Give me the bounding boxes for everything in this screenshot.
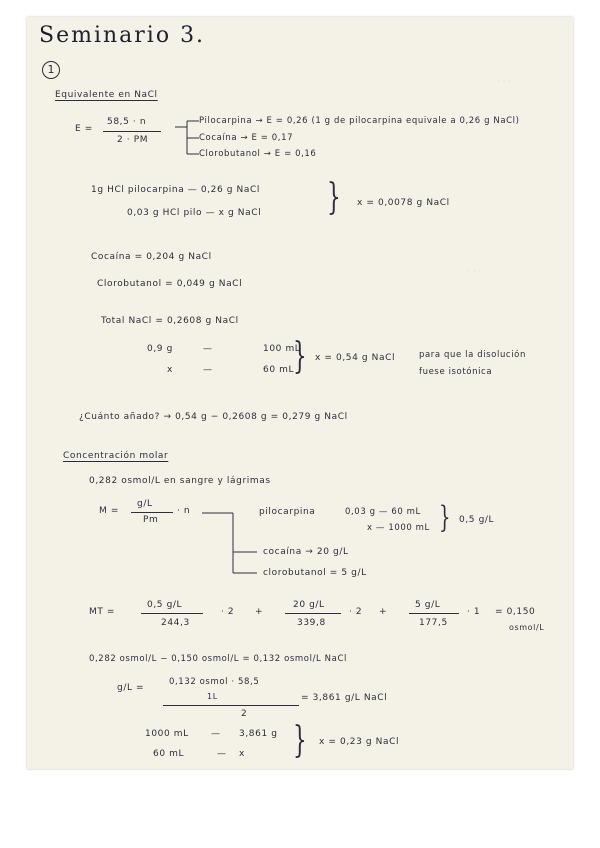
rule1-line-b: 0,03 g HCl pilo — x g NaCl	[127, 208, 262, 218]
gl-lhs: g/L =	[117, 683, 145, 693]
mt-term3-den: 177,5	[419, 618, 448, 628]
mt-term3-num: 5 g/L	[415, 600, 441, 610]
osmolarity-intro: 0,282 osmol/L en sangre y lágrimas	[89, 476, 271, 486]
final-b-left: 60 mL	[153, 749, 185, 759]
pilo-rule-b: x — 1000 mL	[367, 523, 430, 533]
rule1-result: x = 0,0078 g NaCl	[357, 198, 450, 208]
final-dash: —	[211, 729, 221, 739]
gl-result: = 3,861 g/L NaCl	[301, 693, 388, 703]
mt-result: = 0,150	[495, 607, 536, 617]
nacl-added: ¿Cuánto añado? → 0,54 g − 0,2608 g = 0,279 g NaCl	[79, 412, 348, 422]
section-heading-equivalente: Equivalente en NaCl	[55, 90, 158, 100]
final-b-right: x	[239, 749, 245, 759]
fraction-bar	[163, 705, 299, 706]
fraction-bar	[131, 512, 173, 513]
clorobutanol-concentration: clorobutanol = 5 g/L	[263, 568, 367, 578]
rule2-a-left: 0,9 g	[147, 344, 173, 354]
mt-term3-mul: · 1	[467, 607, 481, 617]
final-a-left: 1000 mL	[145, 729, 189, 739]
pilo-result: 0,5 g/L	[459, 515, 495, 525]
formula-m-numerator: g/L	[137, 499, 153, 509]
osmolarity-difference: 0,282 osmol/L − 0,150 osmol/L = 0,132 osmol/L NaCl	[89, 654, 347, 664]
mt-term2-den: 339,8	[297, 618, 326, 628]
formula-e-lhs: E =	[75, 124, 93, 134]
fraction-bar	[141, 613, 203, 614]
branch-cocaina: Cocaína → E = 0,17	[199, 133, 294, 143]
rule2-dash: —	[203, 365, 213, 375]
fraction-bar	[285, 613, 341, 614]
formula-m-lhs: M =	[99, 506, 119, 516]
exercise-number: 1	[42, 61, 60, 79]
bleed-through-mark: · · ·	[467, 267, 482, 277]
rule2-dash: —	[203, 344, 213, 354]
section-heading-concentracion: Concentración molar	[63, 451, 169, 461]
formula-e-denominator: 2 · PM	[117, 135, 149, 145]
pilocarpina-label: pilocarpina	[259, 507, 316, 517]
closing-brace: }	[293, 336, 307, 377]
final-dash: —	[217, 749, 227, 759]
mt-plus-2: +	[379, 607, 388, 617]
mt-term1-mul: · 2	[221, 607, 235, 617]
gl-numerator: 0,132 osmol · 58,5	[169, 677, 260, 687]
mt-plus-1: +	[255, 607, 264, 617]
closing-brace: }	[439, 500, 451, 535]
gl-numerator-sub: 1L	[207, 692, 218, 701]
final-a-right: 3,861 g	[239, 729, 278, 739]
mt-term2-mul: · 2	[349, 607, 363, 617]
pilo-rule-a: 0,03 g — 60 mL	[345, 507, 421, 517]
cocaina-concentration: cocaína → 20 g/L	[263, 547, 349, 557]
gl-denominator: 2	[241, 709, 248, 719]
bleed-through-mark: · · ·	[497, 77, 512, 87]
rule2-b-right: 60 mL	[263, 365, 295, 375]
mt-unit: osmol/L	[509, 623, 545, 632]
fraction-bar	[409, 613, 459, 614]
mt-term2-num: 20 g/L	[293, 600, 325, 610]
final-result: x = 0,23 g NaCl	[319, 737, 400, 747]
mt-lhs: MT =	[89, 607, 116, 617]
closing-brace: }	[293, 720, 307, 761]
rule1-line-a: 1g HCl pilocarpina — 0,26 g NaCl	[91, 185, 260, 195]
branch-clorobutanol: Clorobutanol → E = 0,16	[199, 149, 317, 159]
closing-brace: }	[327, 177, 341, 218]
rule2-note-line1: para que la disolución	[419, 350, 526, 360]
mt-term1-den: 244,3	[161, 618, 190, 628]
clorobutanol-nacl: Clorobutanol = 0,049 g NaCl	[97, 279, 243, 289]
rule2-a-right: 100 mL	[263, 344, 301, 354]
mt-term1-num: 0,5 g/L	[147, 600, 183, 610]
formula-m-denominator: Pm	[143, 515, 159, 525]
formula-e-numerator: 58,5 · n	[107, 117, 147, 127]
total-nacl: Total NaCl = 0,2608 g NaCl	[101, 316, 239, 326]
notebook-page	[27, 17, 573, 769]
rule2-note-line2: fuese isotónica	[419, 367, 493, 377]
page-title: Seminario 3.	[39, 23, 206, 48]
branch-pilocarpina: Pilocarpina → E = 0,26 (1 g de pilocarpina equivale a 0,26 g NaCl)	[199, 116, 520, 126]
rule2-b-left: x	[167, 365, 173, 375]
formula-m-tail: · n	[177, 506, 191, 516]
cocaina-nacl: Cocaína = 0,204 g NaCl	[91, 252, 212, 262]
rule2-result: x = 0,54 g NaCl	[315, 353, 396, 363]
